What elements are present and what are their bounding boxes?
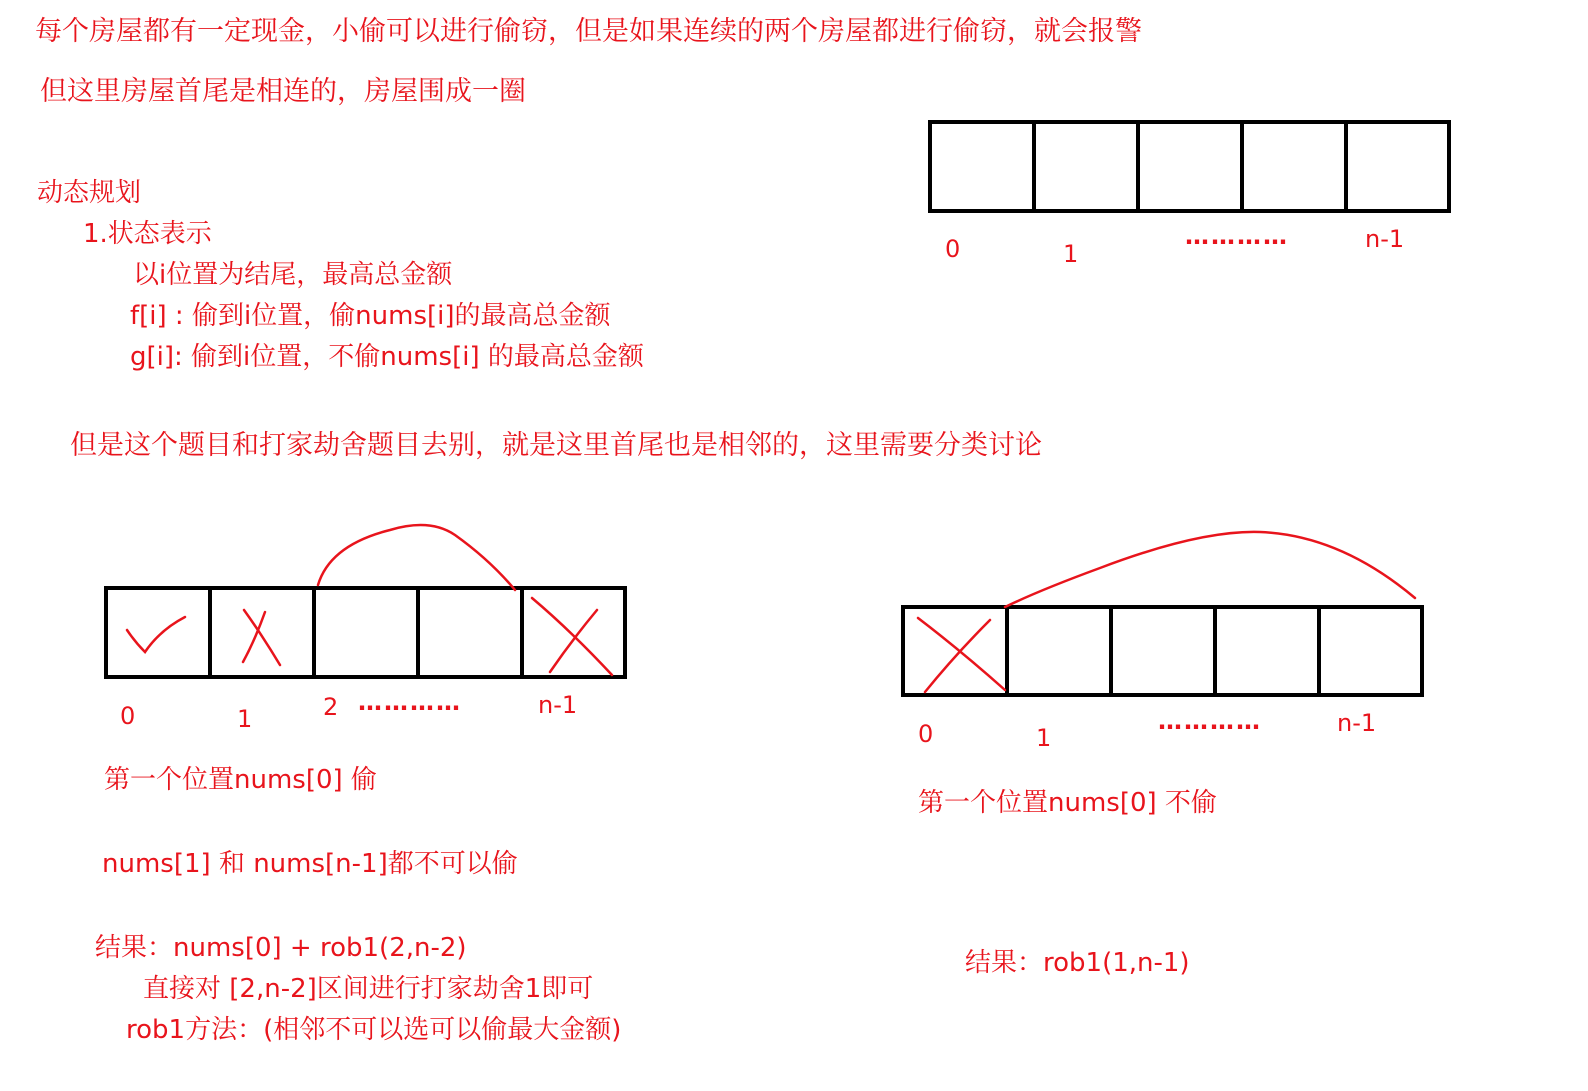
top-house-3: [1242, 122, 1346, 211]
steal-case-title: 第一个位置nums[0] 偷: [104, 765, 377, 795]
intro-line-2: 但这里房屋首尾是相连的，房屋围成一圈: [40, 76, 526, 107]
adjacency-arc: [318, 525, 515, 590]
intro-line-1: 每个房屋都有一定现金，小偷可以进行偷窃，但是如果连续的两个房屋都进行偷窃，就会报警: [35, 16, 1142, 47]
steal-case-explain: 直接对 [2,n-2]区间进行打家劫舍1即可: [143, 974, 594, 1004]
top-house-row: [930, 122, 1449, 211]
dp-step-state: 1.状态表示: [83, 219, 212, 249]
steal-index-n-1: n-1: [538, 691, 578, 719]
skip-house-2: [1111, 607, 1215, 695]
steal-case-method: rob1方法：(相邻不可以选可以偷最大金额): [126, 1015, 622, 1045]
dp-g-definition: g[i]: 偷到i位置，不偷nums[i] 的最高总金额: [130, 342, 644, 372]
skip-house-row: [903, 607, 1422, 695]
dp-state-definition: 以i位置为结尾，最高总金额: [133, 260, 453, 290]
top-index-1: 1: [1063, 240, 1079, 268]
top-house-1: [1034, 122, 1138, 211]
steal-index-ellipsis: …………: [358, 688, 462, 716]
check-mark: [127, 617, 185, 652]
top-index-ellipsis: …………: [1185, 222, 1289, 250]
steal-house-3: [418, 588, 522, 677]
difference-note: 但是这个题目和打家劫舍题目去别，就是这里首尾也是相邻的，这里需要分类讨论: [70, 430, 1042, 461]
top-index-n-1: n-1: [1365, 225, 1405, 253]
skip-annotations: [918, 532, 1415, 692]
steal-index-1: 1: [237, 705, 253, 733]
steal-house-2: [314, 588, 418, 677]
top-house-4: [1346, 122, 1449, 211]
skip-index-1: 1: [1036, 724, 1052, 752]
skip-case-title: 第一个位置nums[0] 不偷: [918, 788, 1217, 818]
steal-case-constraint: nums[1] 和 nums[n-1]都不可以偷: [102, 849, 518, 879]
steal-annotations: [127, 525, 612, 675]
wraparound-arc: [1005, 532, 1415, 607]
steal-index-0: 0: [120, 702, 136, 730]
skip-case-result: 结果：rob1(1,n-1): [965, 948, 1190, 978]
steal-house-row: [106, 588, 625, 677]
skip-index-0: 0: [918, 720, 934, 748]
steal-case-result: 结果：nums[0] + rob1(2,n-2): [95, 933, 467, 963]
skip-index-ellipsis: …………: [1158, 707, 1262, 735]
dp-heading: 动态规划: [37, 178, 142, 208]
steal-index-2: 2: [323, 693, 339, 721]
top-house-2: [1138, 122, 1242, 211]
steal-house-0: [106, 588, 210, 677]
skip-index-n-1: n-1: [1337, 709, 1377, 737]
top-house-0: [930, 122, 1034, 211]
steal-house-1: [210, 588, 314, 677]
cross-mark-house-4: [532, 598, 612, 675]
skip-house-4: [1319, 607, 1422, 695]
cross-mark-house-1: [243, 610, 280, 665]
top-index-0: 0: [945, 235, 961, 263]
skip-house-1: [1007, 607, 1111, 695]
cross-mark-house-0: [918, 618, 1005, 692]
dp-f-definition: f[i] : 偷到i位置，偷nums[i]的最高总金额: [130, 301, 611, 331]
skip-house-3: [1215, 607, 1319, 695]
skip-house-0: [903, 607, 1007, 695]
